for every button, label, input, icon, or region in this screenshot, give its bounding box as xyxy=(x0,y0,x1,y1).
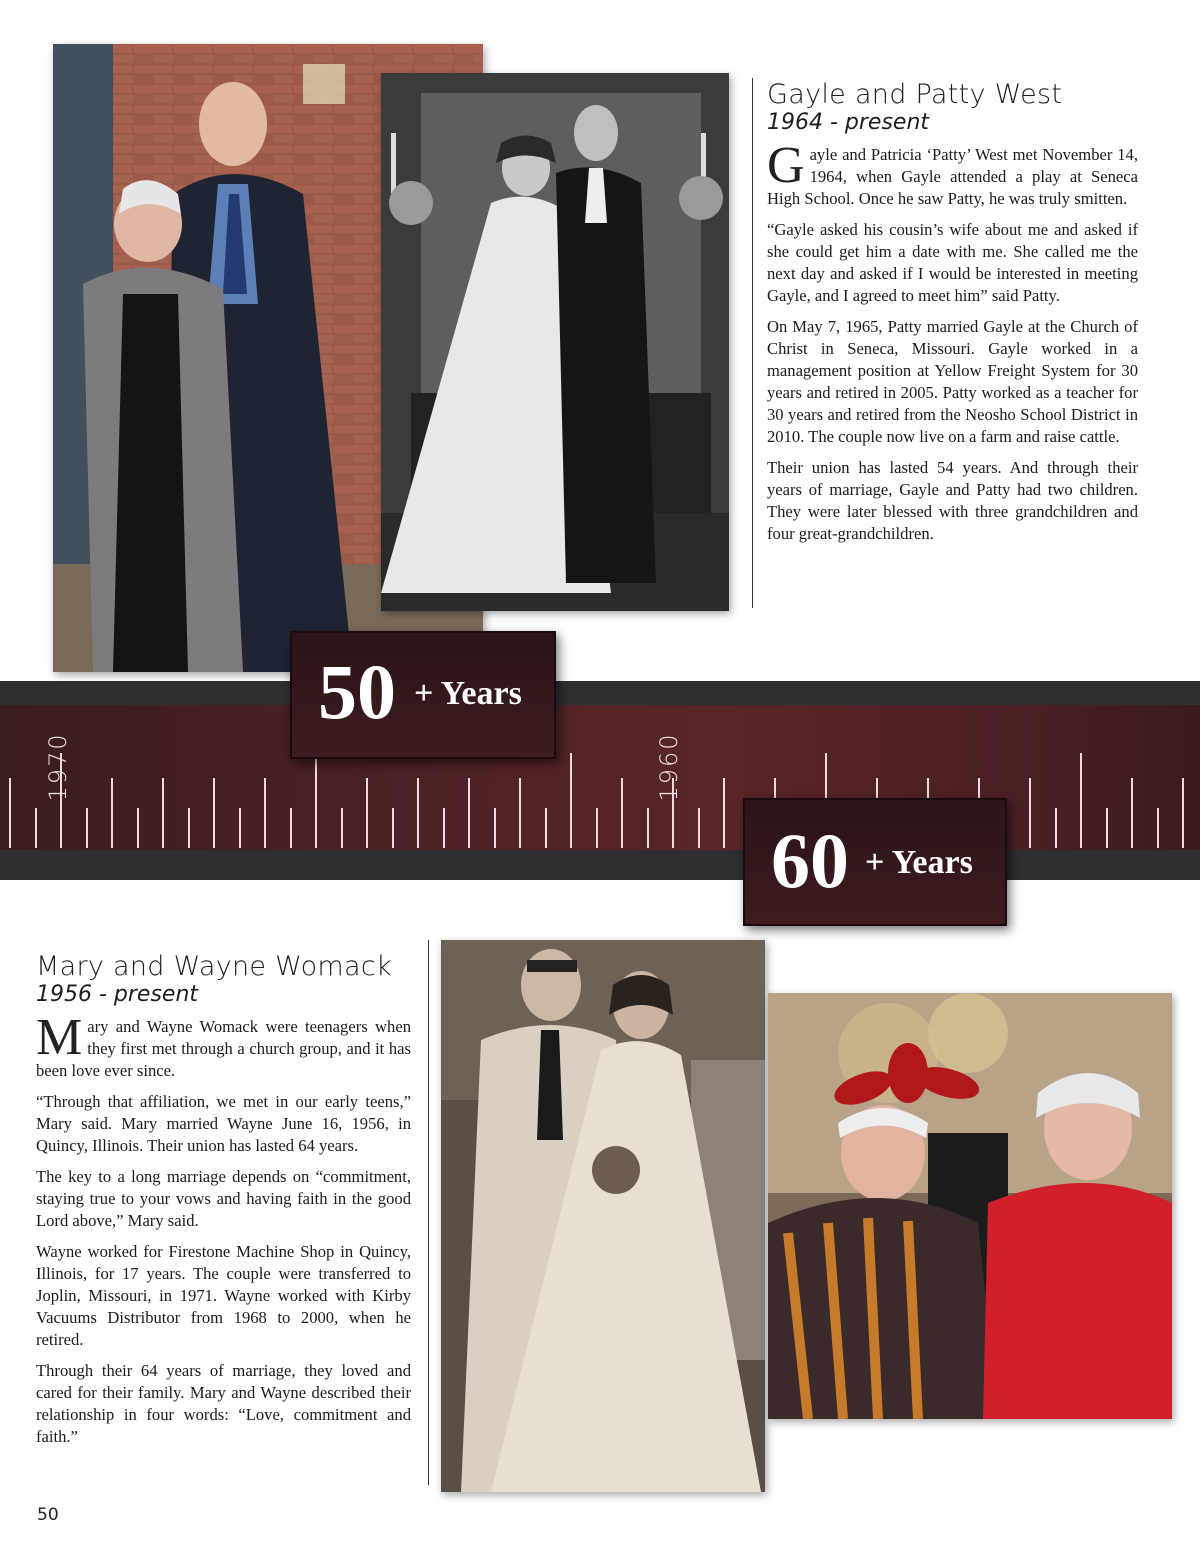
timeline-tick xyxy=(1157,808,1159,848)
womack-couple-recent-photo xyxy=(768,993,1172,1419)
timeline-tick xyxy=(111,778,113,848)
timeline-tick xyxy=(1080,753,1082,848)
west-article-title: Gayle and Patty West xyxy=(767,79,1063,110)
badge-50-years xyxy=(290,631,556,759)
timeline-tick xyxy=(1131,778,1133,848)
timeline-tick xyxy=(1182,778,1184,848)
timeline-year-1960: 1960 xyxy=(655,732,683,802)
womack-article-title: Mary and Wayne Womack xyxy=(36,951,392,982)
womack-article xyxy=(36,952,411,1457)
womack-article-divider xyxy=(428,940,429,1485)
womack-paragraph-3: The key to a long marriage depends on “commitment, staying true to your vows and having faith in the good Lord above,” Mary said. xyxy=(36,1167,411,1230)
badge-60-suffix: + Years xyxy=(865,844,973,881)
womack-wedding-image xyxy=(441,940,765,1492)
timeline-tick xyxy=(519,778,521,848)
west-paragraph-2: “Gayle asked his cousin’s wife about me and asked if she could get him a date with me. She called me the next day and asked if I would be interested in meeting Gayle, and I agreed to meet him” said Patty. xyxy=(767,220,1138,305)
page-number: 50 xyxy=(37,1505,59,1525)
timeline-tick xyxy=(647,808,649,848)
west-dropcap: G xyxy=(767,137,805,194)
badge-60-years xyxy=(743,798,1007,926)
west-wedding-image xyxy=(381,73,729,611)
timeline-tick xyxy=(35,808,37,848)
timeline-tick xyxy=(239,808,241,848)
timeline-band-top xyxy=(0,681,1200,705)
timeline-band-bottom xyxy=(0,850,1200,880)
timeline-tick xyxy=(290,808,292,848)
timeline-tick xyxy=(723,778,725,848)
west-article-years: 1964 - present xyxy=(767,110,930,135)
timeline-tick xyxy=(1055,808,1057,848)
womack-paragraph-5: Through their 64 years of marriage, they loved and cared for their family. Mary and Wayne described their relationship in four words: “Love, commitment and faith.” xyxy=(36,1361,411,1446)
timeline-tick xyxy=(341,808,343,848)
west-paragraph-3: On May 7, 1965, Patty married Gayle at the Church of Christ in Seneca, Missouri. Gayle worked in a management position at Yellow Freight System for 30 years and retired in 2005. Patty worked as a teacher for 30 years and retired from the Neosho School District in 2010. The couple now live on a farm and raise cattle. xyxy=(767,317,1138,446)
timeline-tick xyxy=(443,808,445,848)
timeline-tick xyxy=(86,808,88,848)
timeline-tick xyxy=(213,778,215,848)
womack-paragraph-4: Wayne worked for Firestone Machine Shop in Quincy, Illinois, for 17 years. The couple were transferred to Joplin, Missouri, in 1971. Wayne worked with Kirby Vacuums Distributor from 1968 to 2000, when he retired. xyxy=(36,1242,411,1349)
timeline-tick xyxy=(545,808,547,848)
timeline-tick xyxy=(9,778,11,848)
timeline-tick xyxy=(366,778,368,848)
timeline-tick xyxy=(315,753,317,848)
timeline-tick xyxy=(392,808,394,848)
west-paragraph-1: Gayle and Patricia ‘Patty’ West met November 14, 1964, when Gayle attended a play at Seneca High School. Once he saw Patty, he was truly smitten. xyxy=(767,137,1138,208)
badge-60-number: 60 xyxy=(771,817,849,904)
timeline-tick xyxy=(1106,808,1108,848)
timeline-tick xyxy=(417,778,419,848)
west-wedding-photo xyxy=(381,73,729,611)
timeline-tick xyxy=(596,808,598,848)
timeline-tick xyxy=(137,808,139,848)
west-article-divider xyxy=(752,78,753,608)
timeline-tick xyxy=(494,808,496,848)
timeline-tick xyxy=(468,778,470,848)
womack-paragraph-2: “Through that affiliation, we met in our early teens,” Mary said. Mary married Wayne June 16, 1956, in Quincy, Illinois. Their union has lasted 64 years. xyxy=(36,1092,411,1155)
timeline-tick xyxy=(621,778,623,848)
west-article-body xyxy=(767,137,1138,545)
west-paragraph-4: Their union has lasted 54 years. And through their years of marriage, Gayle and Patty had two children. They were later blessed with three grandchildren and four great-grandchildren. xyxy=(767,458,1138,543)
womack-article-body xyxy=(36,1009,411,1448)
timeline-tick xyxy=(162,778,164,848)
timeline-band xyxy=(0,705,1200,850)
timeline-tick xyxy=(1029,778,1031,848)
timeline-year-1970: 1970 xyxy=(44,732,72,802)
badge-50-suffix: + Years xyxy=(414,675,522,712)
womack-article-years: 1956 - present xyxy=(36,982,199,1007)
womack-paragraph-1: Mary and Wayne Womack were teenagers when they first met through a church group, and it has been love ever since. xyxy=(36,1009,411,1080)
womack-dropcap: M xyxy=(36,1009,83,1066)
west-article xyxy=(767,80,1138,554)
womack-wedding-photo xyxy=(441,940,765,1492)
timeline-tick xyxy=(264,778,266,848)
timeline-tick xyxy=(698,808,700,848)
timeline-tick xyxy=(188,808,190,848)
womack-couple-recent-image xyxy=(768,993,1172,1419)
timeline-tick xyxy=(570,753,572,848)
badge-50-number: 50 xyxy=(318,648,396,735)
